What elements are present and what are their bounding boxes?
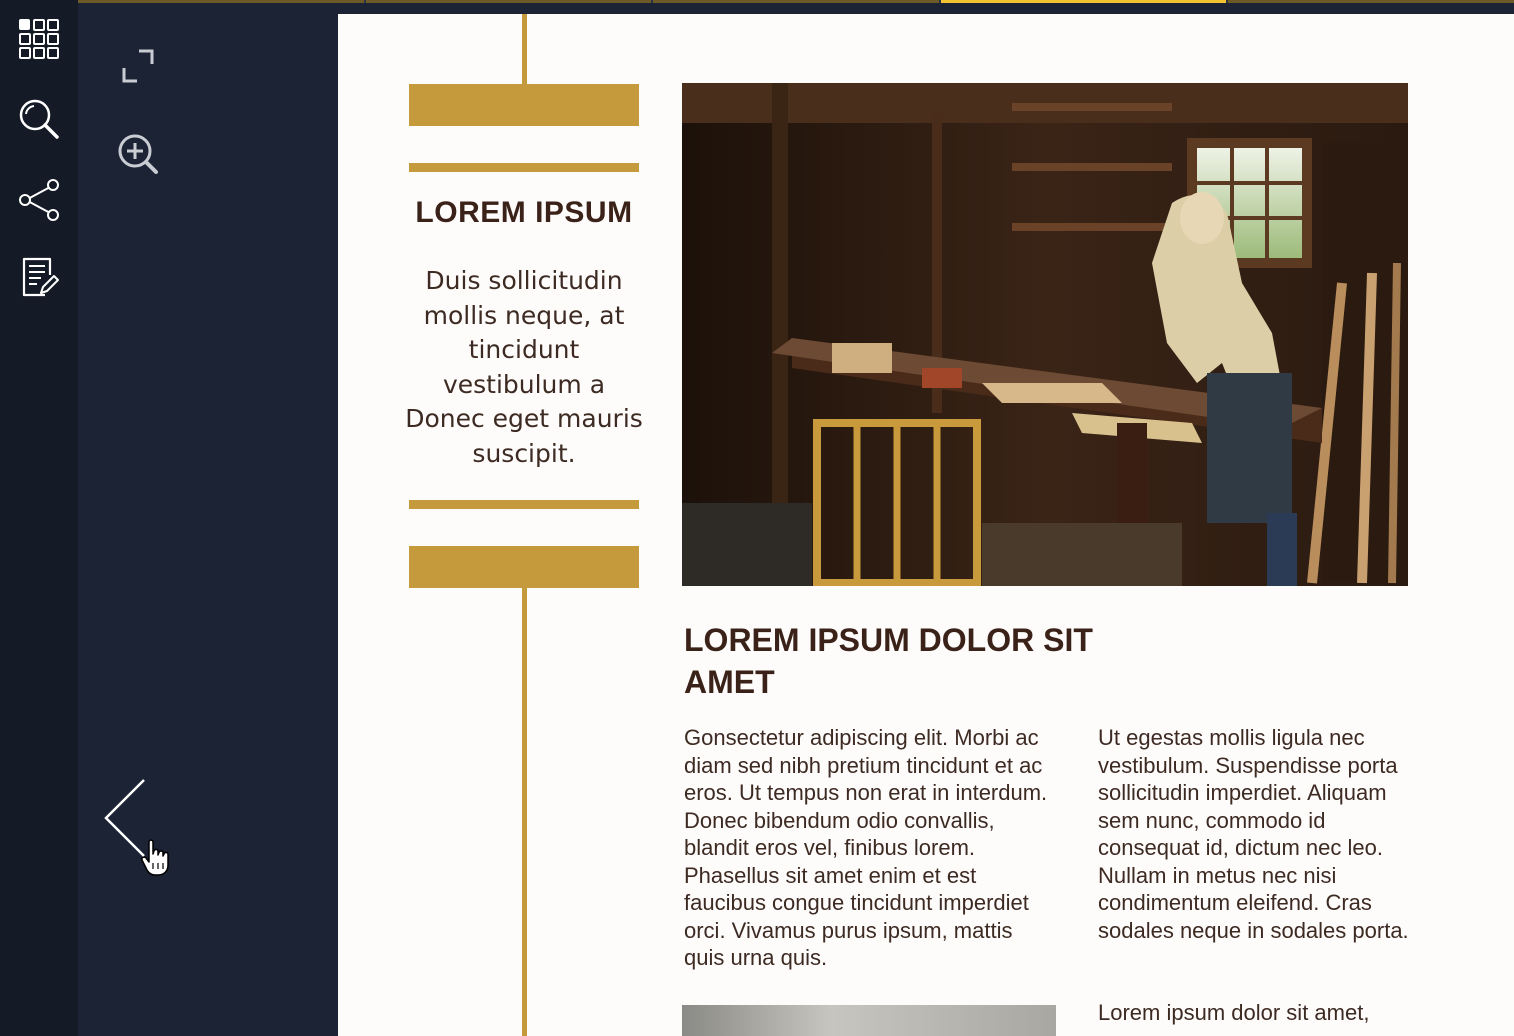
article-column-2-continued: Lorem ipsum dolor sit amet, — [1098, 1000, 1370, 1025]
magazine-page — [338, 14, 1514, 1036]
share-icon[interactable] — [14, 174, 64, 224]
progress-segment — [78, 0, 364, 3]
progress-segment — [1228, 0, 1514, 3]
left-rail — [0, 0, 78, 1036]
decorative-gold-block — [409, 84, 639, 126]
decorative-gold-rule — [409, 163, 639, 172]
decorative-gold-block — [409, 546, 639, 588]
article-secondary-photo — [682, 1005, 1056, 1036]
article-column-2: Ut egestas mollis ligula nec vestibulum. Suspendisse porta sollicitudin imperdiet. Aliquam sem nunc, commodo id consequat id, dictum nec leo. Nullam in metus nec nisi condimentum eleifend. Cras sodales neque in sodales porta. — [1098, 725, 1409, 943]
progress-segment — [653, 0, 939, 3]
notes-icon[interactable] — [14, 252, 64, 302]
decorative-vertical-line — [522, 14, 527, 84]
fullscreen-icon[interactable] — [112, 40, 164, 92]
sidebar-card-text: Duis sollicitudin mollis neque, at tincidunt vestibulum a Donec eget mauris suscipit. — [405, 266, 643, 468]
grid-icon[interactable] — [14, 14, 64, 64]
progress-segment — [941, 0, 1227, 3]
article-column-1: Gonsectetur adipiscing elit. Morbi ac diam sed nibh pretium tincidunt et ac eros. Ut tempus non erat in interdum. Donec bibendum odio convallis, blandit eros vel, finibus lorem. Phasellus sit amet enim et est faucibus congue tincidunt imperdiet orci. Vivamus purus ipsum, mattis quis urna quis. — [684, 725, 1048, 970]
sidebar-card-title: LOREM IPSUM — [415, 196, 633, 229]
decorative-gold-rule — [409, 500, 639, 509]
decorative-vertical-line — [522, 588, 527, 1036]
hand-pointer-icon — [140, 838, 176, 878]
article-title: LOREM IPSUM DOLOR SIT AMET — [684, 622, 1093, 700]
progress-segment — [366, 0, 652, 3]
search-icon[interactable] — [14, 94, 64, 144]
zoom-in-icon[interactable] — [112, 128, 164, 180]
page-progress-bar — [78, 0, 1514, 3]
woodworking-workshop-photo — [682, 83, 1408, 586]
